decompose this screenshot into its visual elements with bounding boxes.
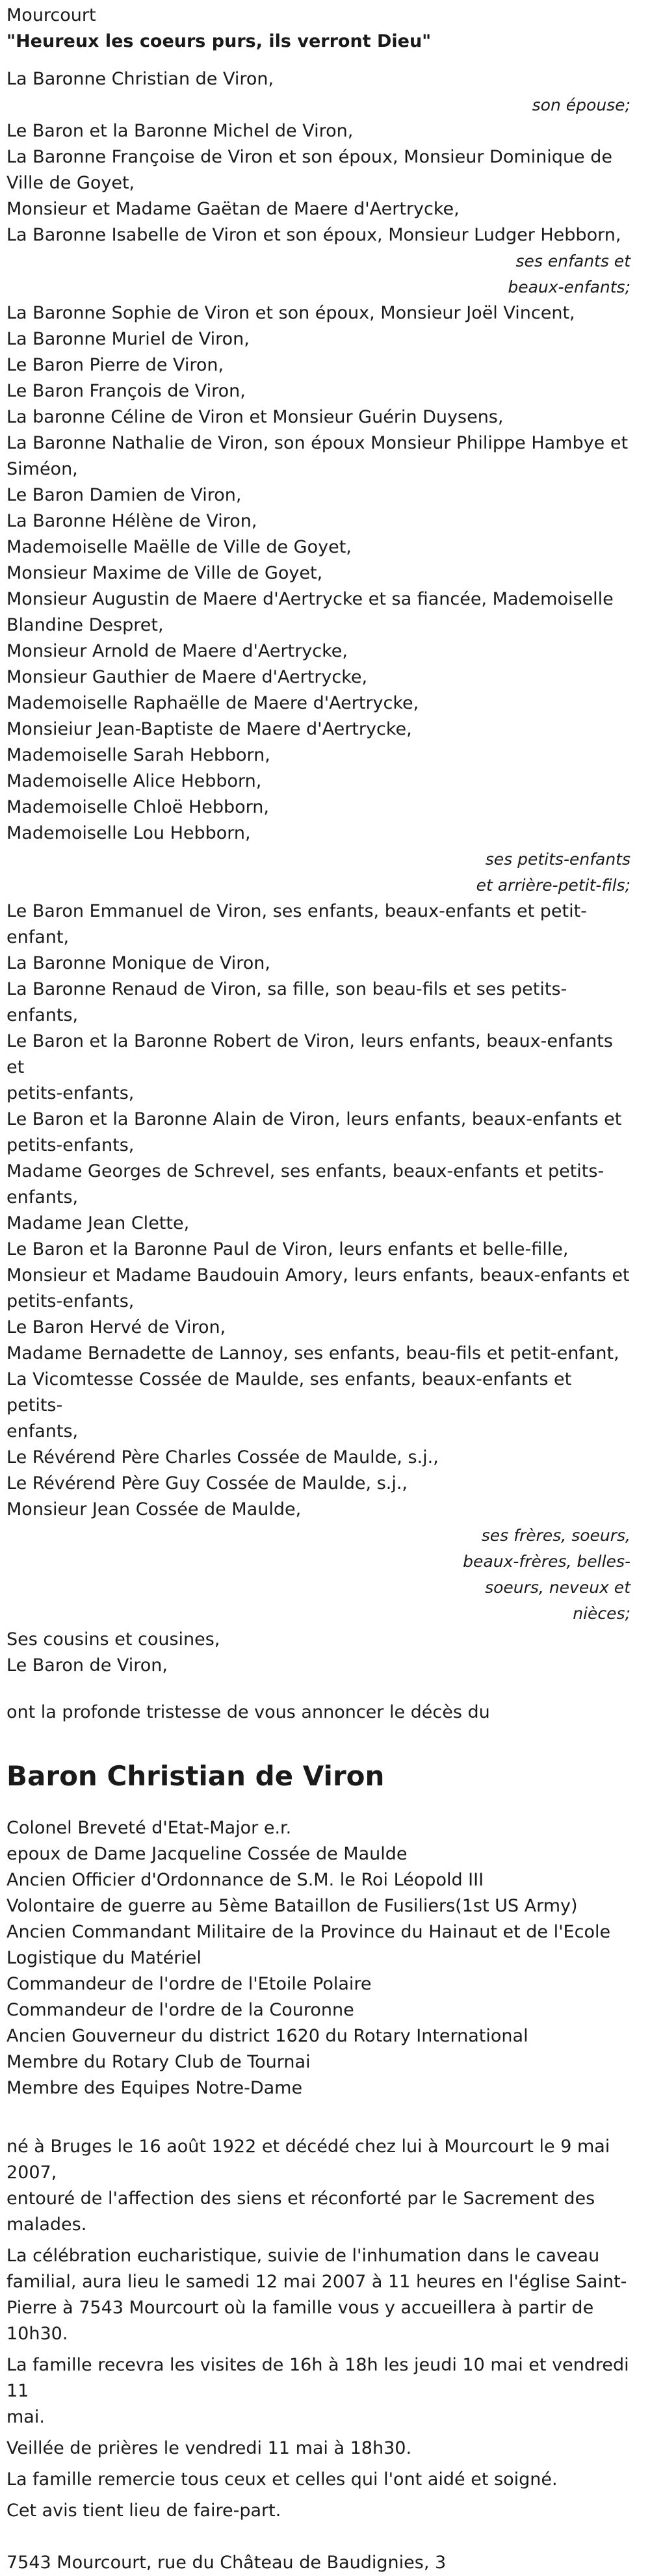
- list-item: La baronne Céline de Viron et Monsieur Guérin Duysens,: [6, 407, 504, 427]
- list-item: Le Révérend Père Charles Cossée de Maulde, s.j.,: [6, 1447, 439, 1467]
- title-item: Logistique du Matériel: [6, 1948, 202, 1968]
- deceased-name: Baron Christian de Viron: [6, 1760, 385, 1792]
- title-item: epoux de Dame Jacqueline Cossée de Maulde: [6, 1844, 408, 1864]
- cousins-line: Le Baron de Viron,: [6, 1655, 168, 1676]
- list-item: Le Baron François de Viron,: [6, 381, 246, 401]
- list-item: La Baronne Sophie de Viron et son époux, Monsieur Joël Vincent,: [6, 303, 575, 323]
- list-item: La Vicomtesse Cossée de Maulde, ses enfants, beaux-enfants et petits-: [6, 1369, 572, 1415]
- paragraph-line: familial, aura lieu le samedi 12 mai 2007 à 11 heures en l'église Saint-: [6, 2272, 627, 2292]
- grandchildren-label: ses petits-enfants: [485, 850, 630, 869]
- list-item: La Baronne Françoise de Viron et son époux, Monsieur Dominique de: [6, 147, 612, 167]
- list-item: Siméon,: [6, 459, 78, 479]
- list-item: Monsieiur Jean-Baptiste de Maere d'Aertrycke,: [6, 719, 412, 739]
- list-item: petits-enfants,: [6, 1291, 135, 1311]
- list-item: Madame Georges de Schrevel, ses enfants, beaux-enfants et petits-: [6, 1161, 604, 1181]
- address: 7543 Mourcourt, rue du Château de Baudignies, 3: [6, 2553, 447, 2573]
- list-item: Mademoiselle Alice Hebborn,: [6, 771, 262, 791]
- children-list: [6, 118, 630, 248]
- list-item: La Baronne Renaud de Viron, sa fille, son beau-fils et ses petits-enfants,: [6, 979, 567, 1025]
- list-item: Monsieur Jean Cossée de Maulde,: [6, 1499, 302, 1519]
- list-item: enfants,: [6, 1187, 79, 1207]
- paragraph-line: né à Bruges le 16 août 1922 et décédé chez lui à Mourcourt le 9 mai 2007,: [6, 2136, 610, 2183]
- paragraph-line: 10h30.: [6, 2324, 68, 2344]
- title-item: Membre des Equipes Notre-Dame: [6, 2078, 303, 2098]
- list-item: La Baronne Nathalie de Viron, son époux Monsieur Philippe Hambye et: [6, 433, 629, 453]
- list-item: Le Baron Pierre de Viron,: [6, 355, 224, 375]
- spouse-label: son épouse;: [532, 96, 630, 114]
- title-item: Ancien Officier d'Ordonnance de S.M. le Roi Léopold III: [6, 1870, 484, 1890]
- celebration-paragraph: [6, 2243, 630, 2347]
- list-item: Le Baron et la Baronne Paul de Viron, leurs enfants et belle-fille,: [6, 1239, 569, 1259]
- children-label: beaux-enfants;: [508, 278, 630, 296]
- siblings-label: soeurs, neveux et: [485, 1578, 630, 1597]
- list-item: La Baronne Isabelle de Viron et son époux, Monsieur Ludger Hebborn,: [6, 225, 621, 245]
- grandchildren-list: [6, 300, 630, 847]
- list-item: Le Baron et la Baronne Michel de Viron,: [6, 121, 354, 141]
- list-item: Blandine Despret,: [6, 615, 164, 635]
- notice-paragraph: Cet avis tient lieu de faire-part.: [6, 2501, 281, 2521]
- title-item: Commandeur de l'ordre de l'Etoile Polaire: [6, 1974, 372, 1994]
- spouse-line: La Baronne Christian de Viron,: [6, 69, 274, 89]
- siblings-label: nièces;: [573, 1604, 630, 1623]
- list-item: La Baronne Muriel de Viron,: [6, 329, 250, 349]
- list-item: Mademoiselle Maëlle de Ville de Goyet,: [6, 537, 352, 557]
- cousins-line: Ses cousins et cousines,: [6, 1629, 220, 1649]
- thanks-paragraph: La famille remercie tous ceux et celles qui l'ont aidé et soigné.: [6, 2469, 558, 2490]
- location: Mourcourt: [6, 5, 96, 25]
- list-item: Le Révérend Père Guy Cossée de Maulde, s.j.,: [6, 1473, 408, 1493]
- paragraph-line: La famille recevra les visites de 16h à 18h les jeudi 10 mai et vendredi 11: [6, 2355, 629, 2401]
- list-item: Madame Bernadette de Lannoy, ses enfants, beau-fils et petit-enfant,: [6, 1343, 619, 1363]
- title-item: Volontaire de guerre au 5ème Bataillon de Fusiliers(1st US Army): [6, 1896, 578, 1916]
- list-item: Monsieur Gauthier de Maere d'Aertrycke,: [6, 667, 368, 687]
- list-item: Mademoiselle Sarah Hebborn,: [6, 745, 270, 765]
- list-item: Monsieur et Madame Baudouin Amory, leurs enfants, beaux-enfants et: [6, 1265, 630, 1285]
- list-item: Ville de Goyet,: [6, 173, 135, 193]
- paragraph-line: malades.: [6, 2215, 87, 2235]
- list-item: Monsieur Arnold de Maere d'Aertrycke,: [6, 641, 348, 661]
- title-item: Colonel Breveté d'Etat-Major e.r.: [6, 1818, 292, 1838]
- list-item: Monsieur et Madame Gaëtan de Maere d'Aertrycke,: [6, 199, 460, 219]
- list-item: Le Baron Emmanuel de Viron, ses enfants, beaux-enfants et petit-enfant,: [6, 901, 587, 947]
- titles-list: [6, 1815, 630, 2101]
- list-item: Mademoiselle Lou Hebborn,: [6, 823, 251, 843]
- siblings-label: ses frères, soeurs,: [481, 1526, 630, 1545]
- title-item: Membre du Rotary Club de Tournai: [6, 2052, 311, 2072]
- paragraph-line: mai.: [6, 2407, 45, 2427]
- title-item: Commandeur de l'ordre de la Couronne: [6, 2000, 354, 2020]
- grandchildren-label: et arrière-petit-fils;: [476, 876, 630, 895]
- list-item: Madame Jean Clette,: [6, 1213, 190, 1233]
- list-item: Le Baron Damien de Viron,: [6, 485, 242, 505]
- list-item: enfants,: [6, 1421, 79, 1441]
- list-item: Le Baron et la Baronne Alain de Viron, leurs enfants, beaux-enfants et: [6, 1109, 622, 1129]
- list-item: Le Baron et la Baronne Robert de Viron, leurs enfants, beaux-enfants et: [6, 1031, 613, 1077]
- announcement: ont la profonde tristesse de vous annoncer le décès du: [6, 1702, 490, 1722]
- siblings-list: [6, 899, 630, 1523]
- list-item: Monsieur Maxime de Ville de Goyet,: [6, 563, 323, 583]
- motto: "Heureux les coeurs purs, ils verront Dieu": [6, 31, 432, 51]
- list-item: La Baronne Monique de Viron,: [6, 953, 270, 973]
- visits-paragraph: [6, 2352, 630, 2430]
- paragraph-line: La célébration eucharistique, suivie de l'inhumation dans le caveau: [6, 2246, 600, 2266]
- siblings-label: beaux-frères, belles-: [463, 1552, 630, 1571]
- list-item: Le Baron Hervé de Viron,: [6, 1317, 226, 1337]
- title-item: Ancien Gouverneur du district 1620 du Rotary International: [6, 2026, 528, 2046]
- list-item: Mademoiselle Chloë Hebborn,: [6, 797, 269, 817]
- vigil-paragraph: Veillée de prières le vendredi 11 mai à 18h30.: [6, 2438, 412, 2458]
- title-item: Ancien Commandant Militaire de la Province du Hainaut et de l'Ecole: [6, 1922, 611, 1942]
- birth-death-paragraph: [6, 2134, 630, 2238]
- list-item: petits-enfants,: [6, 1135, 135, 1155]
- list-item: Monsieur Augustin de Maere d'Aertrycke et sa fiancée, Mademoiselle: [6, 589, 614, 609]
- paragraph-line: Pierre à 7543 Mourcourt où la famille vous y accueillera à partir de: [6, 2298, 594, 2318]
- list-item: petits-enfants,: [6, 1083, 135, 1103]
- list-item: Mademoiselle Raphaëlle de Maere d'Aertrycke,: [6, 693, 419, 713]
- children-label: ses enfants et: [515, 252, 630, 270]
- paragraph-line: entouré de l'affection des siens et réconforté par le Sacrement des: [6, 2188, 595, 2209]
- list-item: La Baronne Hélène de Viron,: [6, 511, 257, 531]
